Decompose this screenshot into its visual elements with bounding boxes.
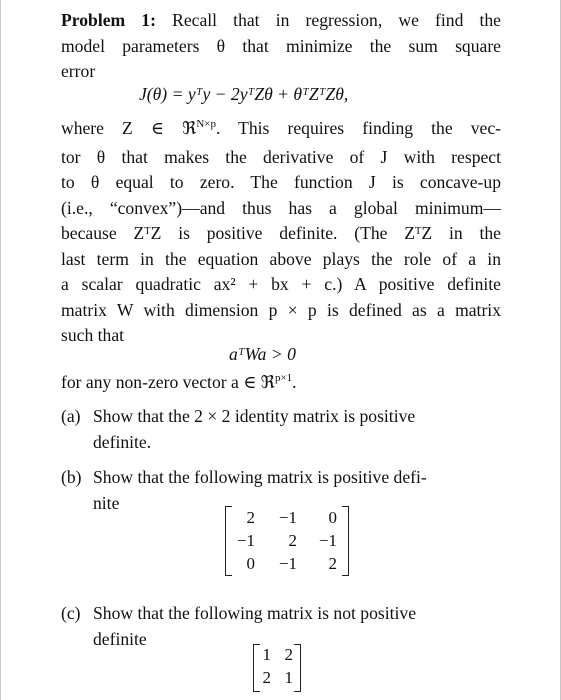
matrix-cell: −1	[236, 531, 255, 550]
part-c-line-1: Show that the following matrix is not positive	[93, 603, 417, 623]
problem-body	[61, 116, 501, 349]
body-line: a scalar quadratic ax² + bx + c.) A positive definite	[61, 274, 501, 294]
part-b-line-2: nite	[93, 492, 120, 513]
matrix-cell: −1	[278, 554, 297, 573]
matrix-cell: 2	[246, 508, 255, 527]
intro-line-1: Problem 1: Recall that in regression, we find the	[61, 10, 501, 30]
matrix-right-bracket	[294, 644, 301, 692]
part-a-line-1: Show that the 2 × 2 identity matrix is positive	[93, 406, 416, 426]
matrix-cell: 0	[246, 554, 255, 573]
part-b-line-1: Show that the following matrix is positive defi-	[93, 467, 427, 487]
part-c-label: (c)	[61, 603, 81, 623]
matrix-cell: 1	[284, 668, 293, 687]
matrix-cell: 0	[328, 508, 337, 527]
matrix-left-bracket	[225, 506, 232, 576]
part-a-line-2: definite.	[93, 431, 152, 452]
body-line: where Z ∈ ℜ$^{N\times p}$. This requires finding the vec-	[61, 118, 501, 138]
part-a	[61, 404, 501, 456]
matrix-cell: −1	[278, 508, 297, 527]
condition-line: for any non-zero vector a ∈ ℜ$^{p\times 1}$.	[61, 372, 297, 392]
body-line: last term in the equation above plays the role of a in	[61, 248, 501, 269]
matrix-cell: 2	[288, 531, 297, 550]
body-line: (i.e., “convex”)—and thus has a global minimum—	[61, 197, 501, 218]
matrix-b	[225, 506, 349, 576]
intro-line-3: error	[61, 61, 96, 81]
matrix-cell: 2	[262, 668, 271, 687]
part-b-label: (b)	[61, 467, 82, 487]
matrix-cell: 2	[328, 554, 337, 573]
body-line: matrix W with dimension p × p is defined as a matrix	[61, 299, 501, 320]
part-c-line-2: definite	[93, 628, 147, 649]
body-line: because ZᵀZ is positive definite. (The ZᵀZ in the	[61, 223, 501, 243]
objective-equation: J(θ) = yᵀy − 2yᵀZθ + θᵀZᵀZθ,	[139, 84, 349, 104]
part-a-label: (a)	[61, 406, 81, 426]
body-line: such that	[61, 325, 125, 345]
positive-definite-inequality: aᵀWa > 0	[229, 344, 296, 364]
matrix-c	[253, 644, 301, 692]
body-line: to θ equal to zero. The function J is concave-up	[61, 172, 501, 192]
matrix-cell: 2	[284, 645, 293, 664]
condition-paragraph	[61, 370, 501, 399]
intro-line-2: model parameters θ that minimize the sum square	[61, 35, 501, 56]
problem-heading: Problem 1:	[61, 10, 156, 30]
matrix-cell: 1	[262, 645, 271, 664]
matrix-cell: −1	[318, 531, 337, 550]
body-line: tor θ that makes the derivative of J with respect	[61, 146, 501, 167]
problem-intro	[61, 8, 501, 85]
matrix-right-bracket	[342, 506, 349, 576]
